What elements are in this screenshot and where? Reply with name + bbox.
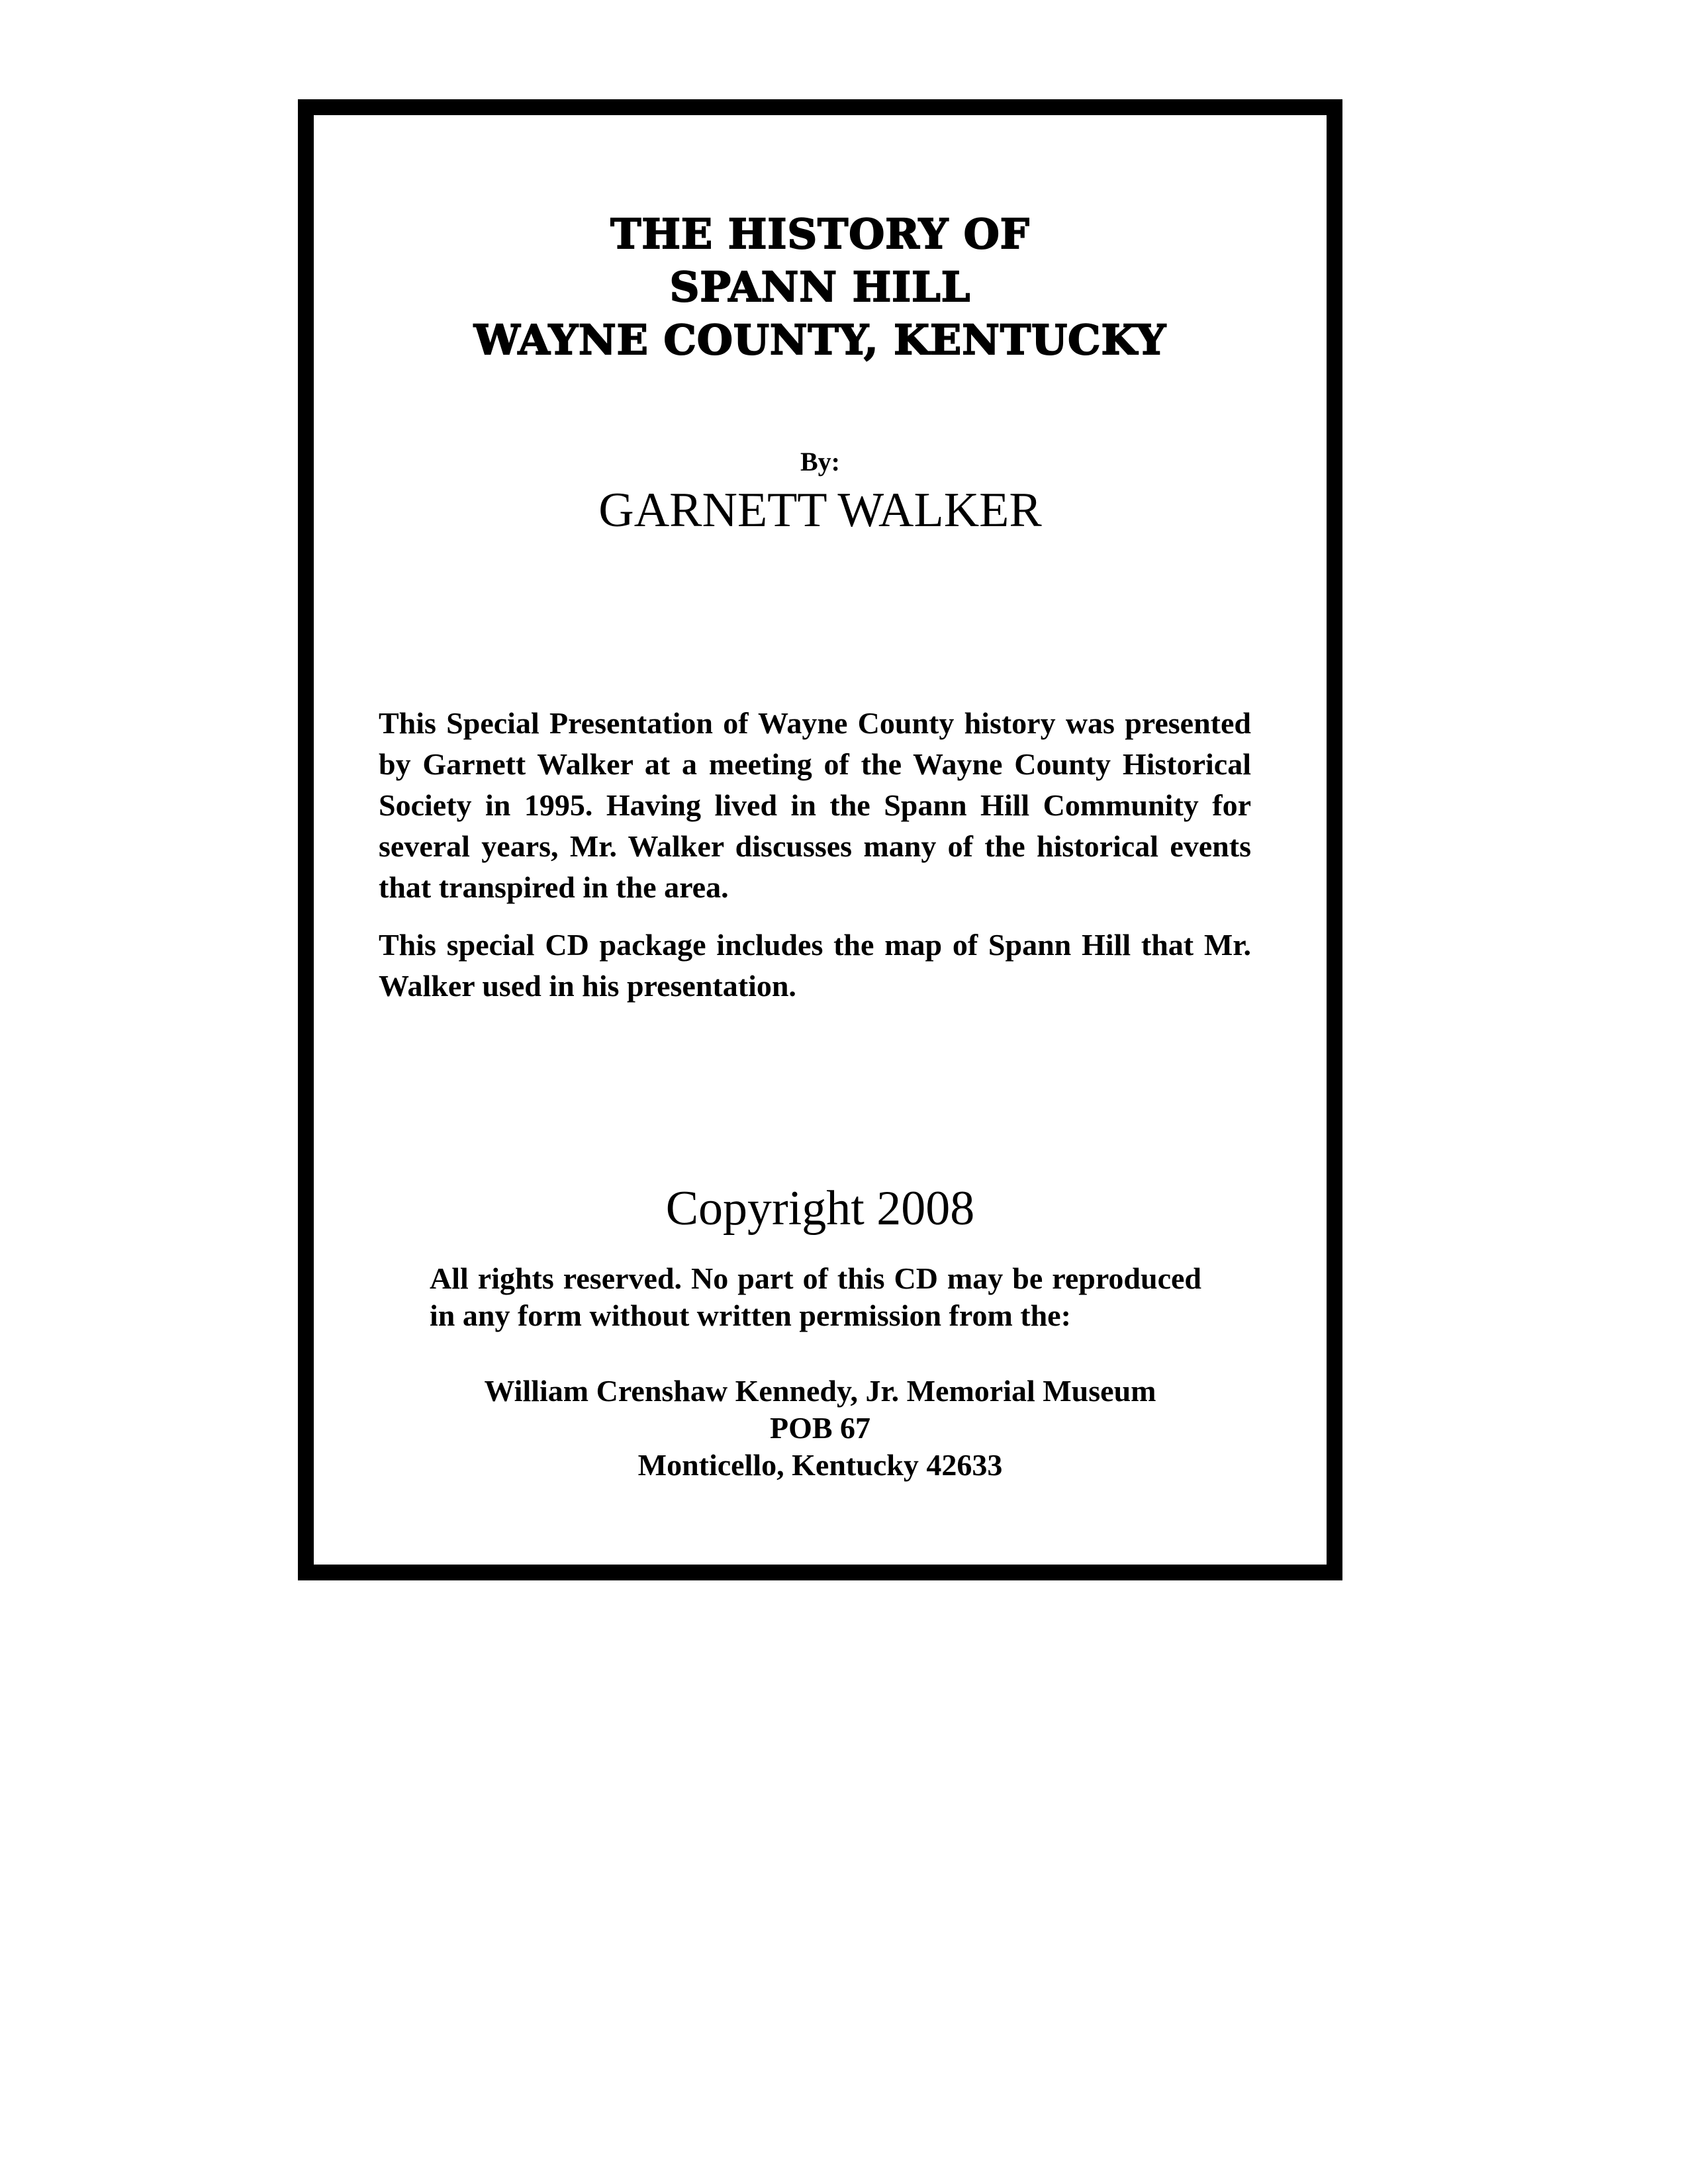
copyright-heading: Copyright 2008 [665,1181,975,1236]
document-title [314,208,1327,367]
rights-notice: All rights reserved. No part of this CD may be reproduced in any form without written permission from the: [430,1261,1201,1332]
museum-address [314,1373,1327,1484]
address-line-1: William Crenshaw Kennedy, Jr. Memorial Museum [484,1374,1156,1408]
description-paragraph-1: This Special Presentation of Wayne County history was presented by Garnett Walker at a meeting of the Wayne County Historical Society in 1995. Having lived in the Spann Hill Community for several years, Mr. Walker discusses many of the historical events that transpired in the area. [379,706,1251,904]
title-line-3: WAYNE COUNTY, KENTUCKY [474,316,1166,364]
cover-frame [298,99,1342,1580]
address-line-3: Monticello, Kentucky 42633 [637,1448,1003,1482]
description-paragraph-2: This special CD package includes the map of Spann Hill that Mr. Walker used in his presentation. [379,928,1251,1003]
byline-label: By: [800,447,840,477]
address-line-2: POB 67 [769,1411,871,1445]
title-line-2: SPANN HILL [669,263,971,311]
author-name: GARNETT WALKER [598,483,1042,537]
title-line-1: THE HISTORY OF [610,210,1030,258]
